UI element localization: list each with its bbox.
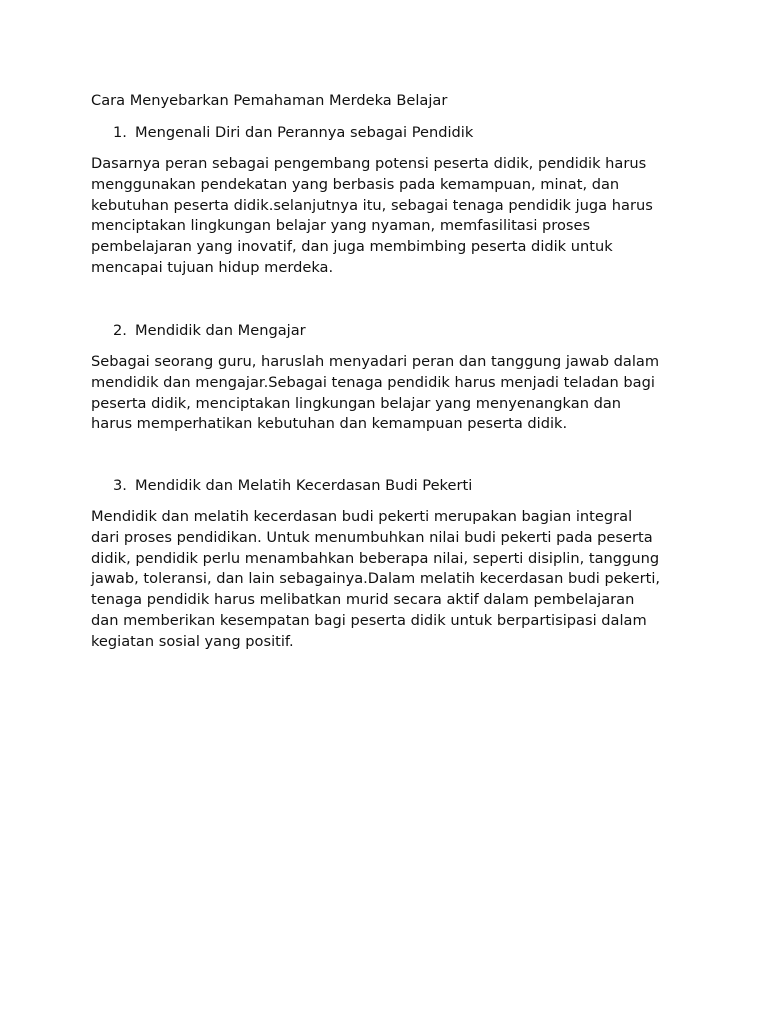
paragraph-line: peserta didik, menciptakan lingkungan belajar yang menyenangkan dan bbox=[91, 394, 622, 412]
paragraph-line: Mendidik dan melatih kecerdasan budi pekerti merupakan bagian integral bbox=[91, 508, 633, 525]
paragraph-line: menggunakan pendekatan yang berbasis pada kemampuan, minat, dan bbox=[91, 175, 620, 193]
section-heading-2 bbox=[113, 321, 306, 342]
paragraph-line: mencapai tujuan hidup merdeka. bbox=[91, 258, 334, 276]
list-number: 3. bbox=[113, 477, 127, 494]
document-title: Cara Menyebarkan Pemahaman Merdeka Belajar bbox=[91, 92, 448, 109]
paragraph-line: harus memperhatikan kebutuhan dan kemampuan peserta didik. bbox=[91, 415, 568, 433]
section-heading-text: Mendidik dan Melatih Kecerdasan Budi Pekerti bbox=[135, 477, 473, 494]
section-paragraph-3 bbox=[91, 507, 691, 653]
paragraph-line: kebutuhan peserta didik.selanjutnya itu, sebagai tenaga pendidik juga harus bbox=[91, 196, 653, 214]
section-heading-text: Mendidik dan Mengajar bbox=[135, 322, 306, 339]
paragraph-line: menciptakan lingkungan belajar yang nyaman, memfasilitasi proses bbox=[91, 217, 591, 235]
section-heading-3 bbox=[113, 476, 472, 497]
paragraph-line: dari proses pendidikan. Untuk menumbuhkan nilai budi pekerti pada peserta bbox=[91, 528, 653, 546]
paragraph-line: pembelajaran yang inovatif, dan juga membimbing peserta didik untuk bbox=[91, 238, 613, 256]
paragraph-line: Dasarnya peran sebagai pengembang potensi peserta didik, pendidik harus bbox=[91, 155, 647, 172]
paragraph-line: Sebagai seorang guru, haruslah menyadari peran dan tanggung jawab dalam bbox=[91, 353, 660, 370]
paragraph-line: mendidik dan mengajar.Sebagai tenaga pendidik harus menjadi teladan bagi bbox=[91, 373, 655, 391]
paragraph-line: didik, pendidik perlu menambahkan beberapa nilai, seperti disiplin, tanggung bbox=[91, 549, 660, 567]
section-paragraph-2 bbox=[91, 352, 691, 435]
list-number: 2. bbox=[113, 322, 127, 339]
section-heading-text: Mengenali Diri dan Perannya sebagai Pendidik bbox=[135, 124, 474, 141]
paragraph-line: dan memberikan kesempatan bagi peserta didik untuk berpartisipasi dalam bbox=[91, 611, 647, 629]
section-heading-1 bbox=[113, 123, 473, 144]
list-number: 1. bbox=[113, 124, 127, 141]
paragraph-line: tenaga pendidik harus melibatkan murid secara aktif dalam pembelajaran bbox=[91, 591, 635, 609]
section-paragraph-1 bbox=[91, 154, 691, 279]
paragraph-line: kegiatan sosial yang positif. bbox=[91, 632, 294, 650]
paragraph-line: jawab, toleransi, dan lain sebagainya.Dalam melatih kecerdasan budi pekerti, bbox=[91, 570, 661, 588]
